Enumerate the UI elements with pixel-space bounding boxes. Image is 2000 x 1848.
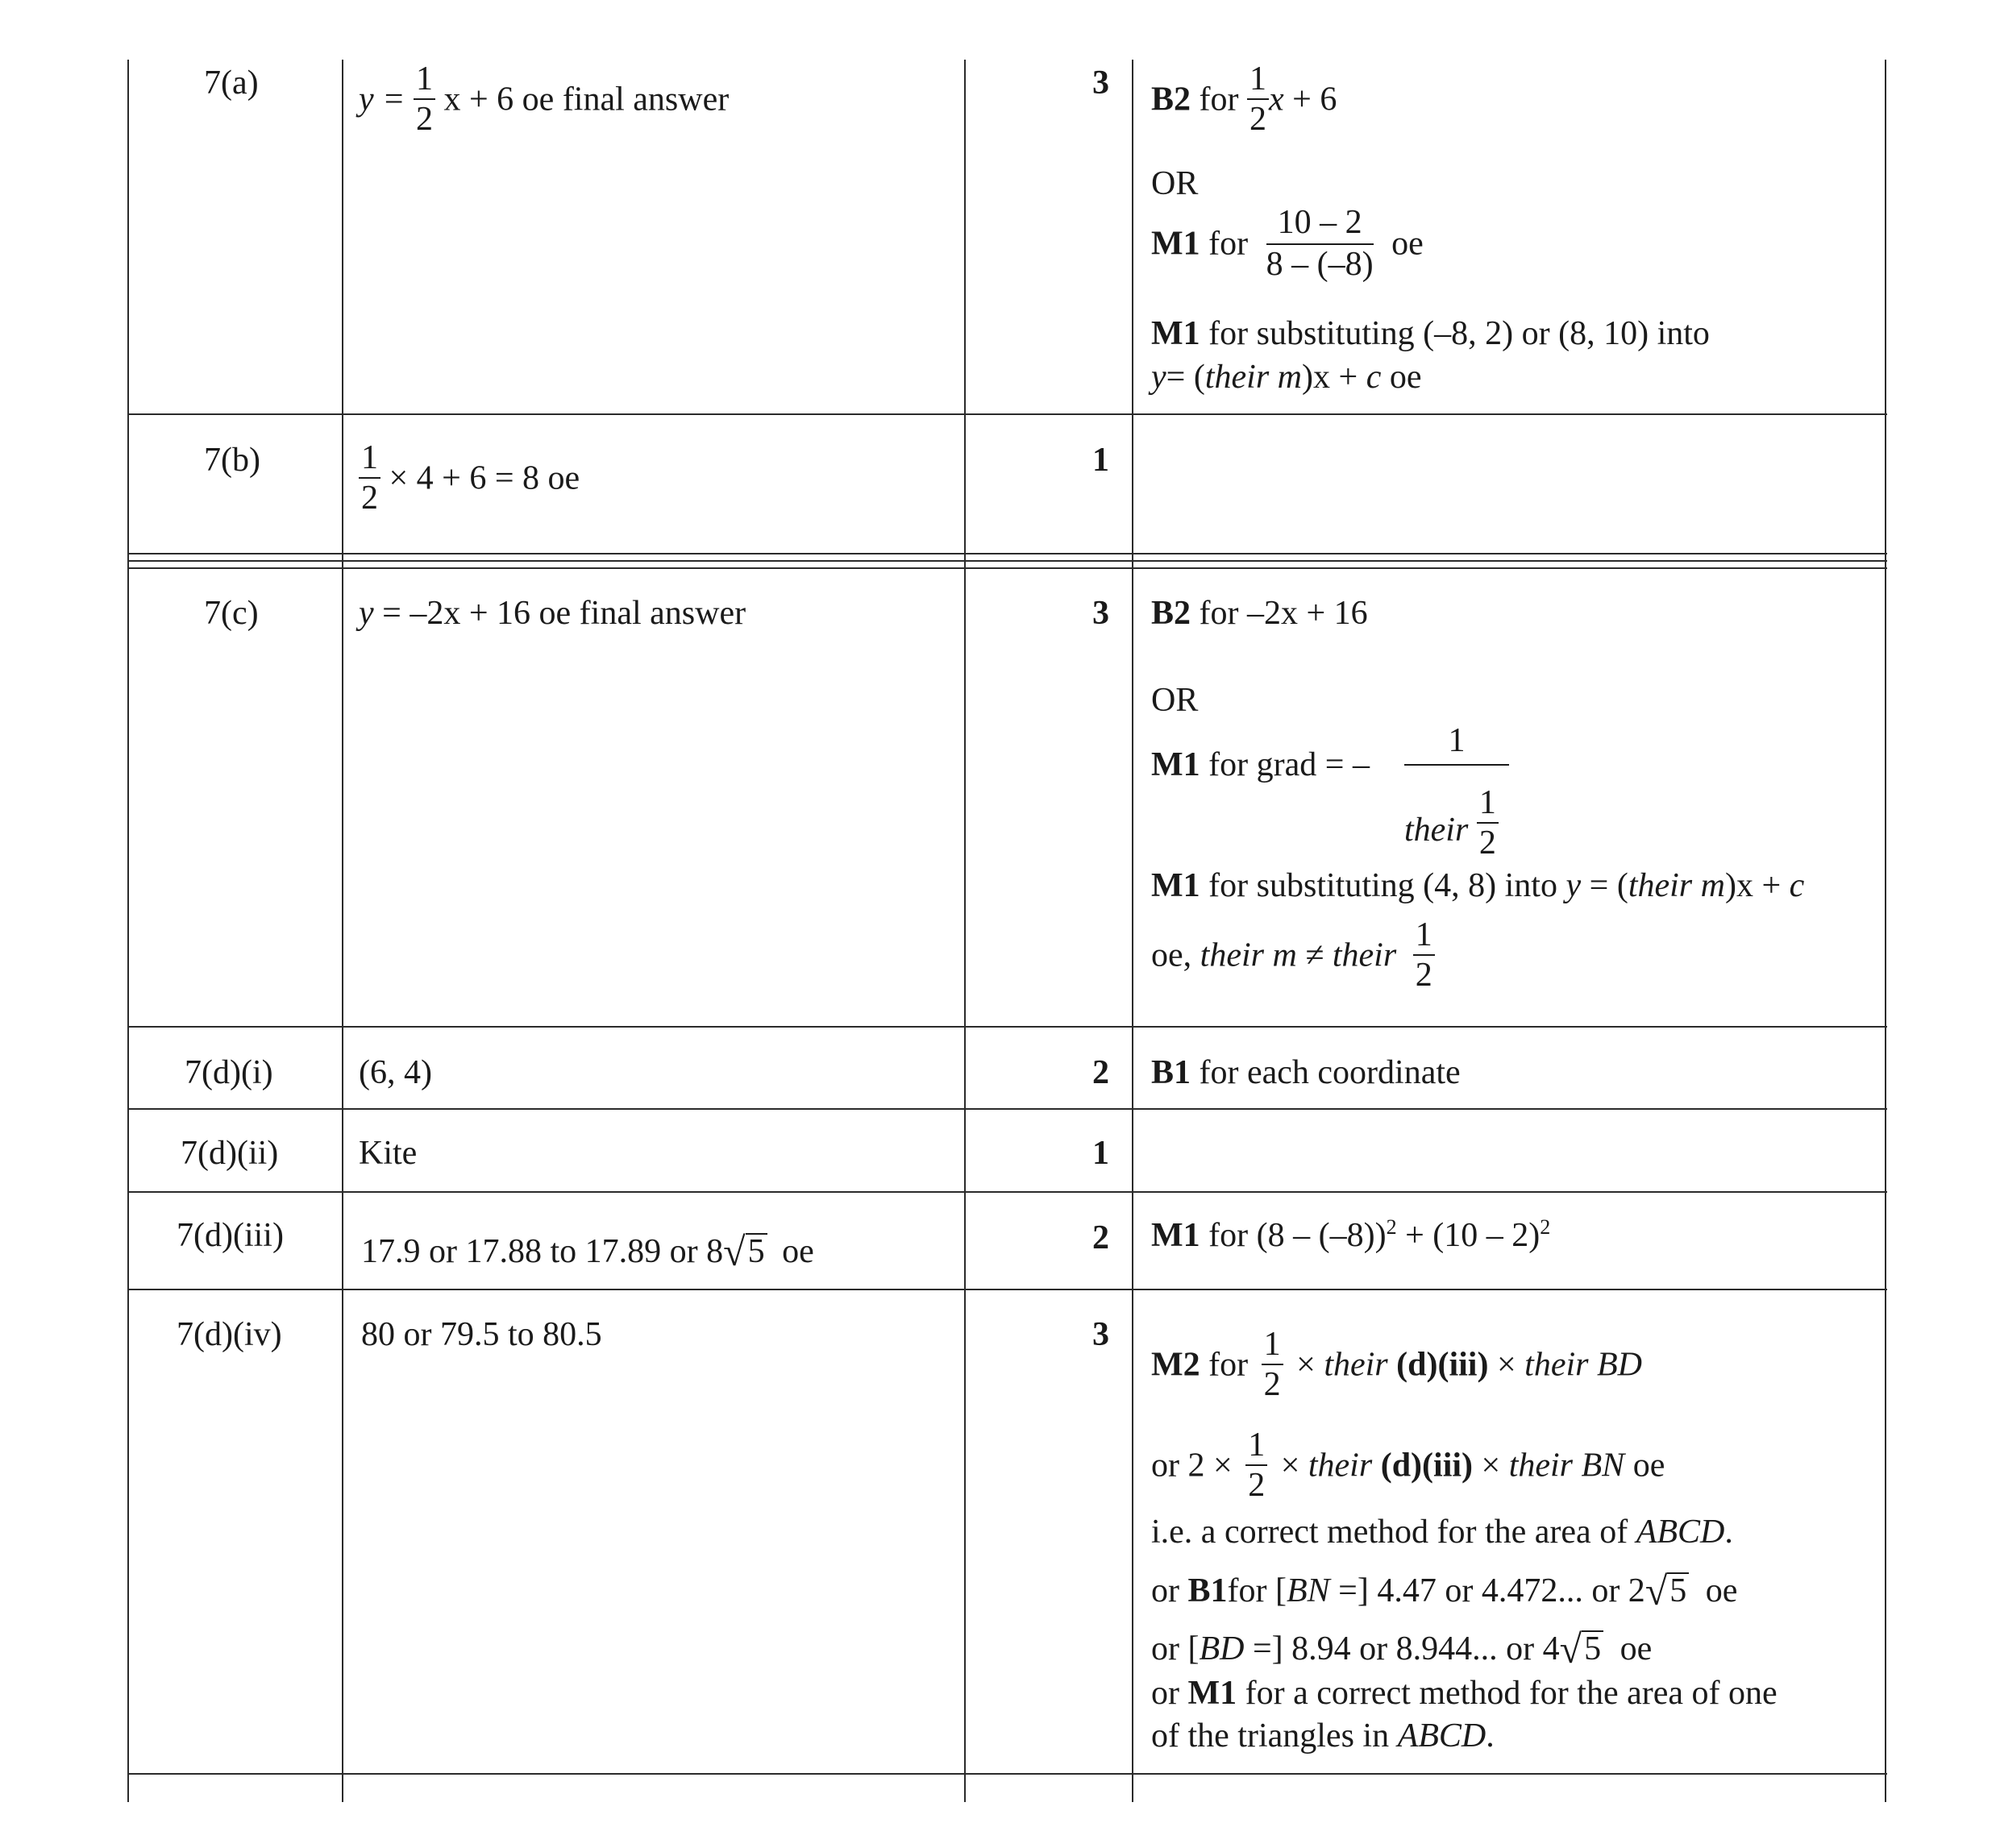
fraction: $\frac{1}{2}$ [1262, 1327, 1283, 1402]
guidance-line: M1 for (8 – (–8))$^2$ + (10 – 2)$^2$ [1151, 1215, 1551, 1254]
question-label: 7(a) [204, 64, 259, 102]
table-border-right [1885, 60, 1886, 1802]
answer-cell: $\frac{1}{2}$ × 4 + 6 = 8 oe [359, 443, 580, 519]
column-divider-3 [1132, 60, 1133, 1802]
fraction: $\frac{1}{2}$ [414, 61, 435, 137]
row-divider [127, 553, 1887, 554]
row-divider [127, 413, 1887, 415]
marks-cell: 3 [1092, 1316, 1109, 1353]
marks-cell: 2 [1092, 1219, 1109, 1256]
question-label: 7(c) [204, 595, 259, 632]
square-root: √5 [1560, 1626, 1603, 1666]
guidance-line: M1 for substituting (–8, 2) or (8, 10) into [1151, 315, 1710, 352]
column-divider-1 [342, 60, 343, 1802]
question-label: 7(d)(i) [185, 1054, 273, 1091]
fraction: $\frac{1}{2}$ [1247, 61, 1269, 137]
guidance-line: B2 for –2x + 16 [1151, 595, 1368, 632]
row-divider [127, 560, 1887, 562]
square-root: √5 [723, 1228, 767, 1269]
guidance-line: or 2 × $\frac{1}{2}$ × their (d)(iii) × their BN oe [1151, 1426, 1665, 1505]
guidance-line: M1 for $\frac{10 - 2}{8 - (-8)}$ oe [1151, 204, 1424, 284]
guidance-line: i.e. a correct method for the area of ABCD. [1151, 1514, 1733, 1551]
fraction: $\frac{10 - 2}{8 - (-8)}$ [1266, 204, 1374, 284]
guidance-line: OR [1151, 682, 1199, 719]
marks-cell: 1 [1092, 442, 1109, 479]
row-divider [127, 1191, 1887, 1193]
question-label: 7(b) [204, 442, 260, 479]
row-divider [127, 1108, 1887, 1110]
answer-cell: y = $\frac{1}{2}$ x + 6 oe final answer [359, 60, 730, 139]
fraction: $\frac{1}{2}$ [1245, 1427, 1267, 1503]
table-border-left [127, 60, 129, 1802]
answer-cell: 17.9 or 17.88 to 17.89 or 8√5 oe [361, 1229, 814, 1274]
question-label: 7(d)(ii) [181, 1135, 279, 1172]
answer-cell: (6, 4) [359, 1054, 432, 1091]
answer-cell: 80 or 79.5 to 80.5 [361, 1316, 602, 1353]
marks-cell: 1 [1092, 1135, 1109, 1172]
marks-cell: 3 [1092, 595, 1109, 632]
row-divider [127, 567, 1887, 569]
guidance-line: y= (their m)x + c oe [1151, 359, 1422, 396]
guidance-line: or M1 for a correct method for the area of one [1151, 1675, 1778, 1712]
guidance-line: M1 for substituting (4, 8) into y = (their m)x + c [1151, 867, 1805, 904]
fraction: $\frac{1}{2}$ [1413, 917, 1435, 993]
marks-cell: 3 [1092, 64, 1109, 102]
marks-cell: 2 [1092, 1054, 1109, 1091]
guidance-line: OR [1151, 165, 1199, 202]
guidance-line: B2 for $\frac{1}{2}$ x + 6 [1151, 60, 1337, 139]
nested-fraction-denominator: their $\frac{1}{2}$ [1404, 772, 1499, 848]
row-divider [127, 1026, 1887, 1028]
guidance-line: or [BD =] 8.94 or 8.944... or 4√5 oe [1151, 1626, 1653, 1672]
square-root: √5 [1645, 1568, 1689, 1608]
answer-cell: y = –2x + 16 oe final answer [359, 595, 746, 632]
row-divider [127, 1773, 1887, 1775]
nested-fraction: 1 [1404, 724, 1509, 766]
answer-cell: Kite [359, 1135, 418, 1172]
guidance-line: M2 for $\frac{1}{2}$ × their (d)(iii) × their BD [1151, 1326, 1642, 1404]
guidance-line: or B1for [BN =] 4.47 or 4.472... or 2√5 oe [1151, 1568, 1738, 1613]
fraction: $\frac{1}{2}$ [359, 440, 380, 516]
row-divider [127, 1289, 1887, 1290]
guidance-line: M1 for grad = – [1151, 746, 1370, 783]
question-label: 7(d)(iii) [177, 1217, 284, 1254]
guidance-line: B1 for each coordinate [1151, 1054, 1461, 1091]
guidance-line: of the triangles in ABCD. [1151, 1717, 1495, 1755]
question-label: 7(d)(iv) [177, 1316, 282, 1353]
column-divider-2 [964, 60, 966, 1802]
guidance-line: oe, their m ≠ their $\frac{1}{2}$ [1151, 920, 1435, 996]
